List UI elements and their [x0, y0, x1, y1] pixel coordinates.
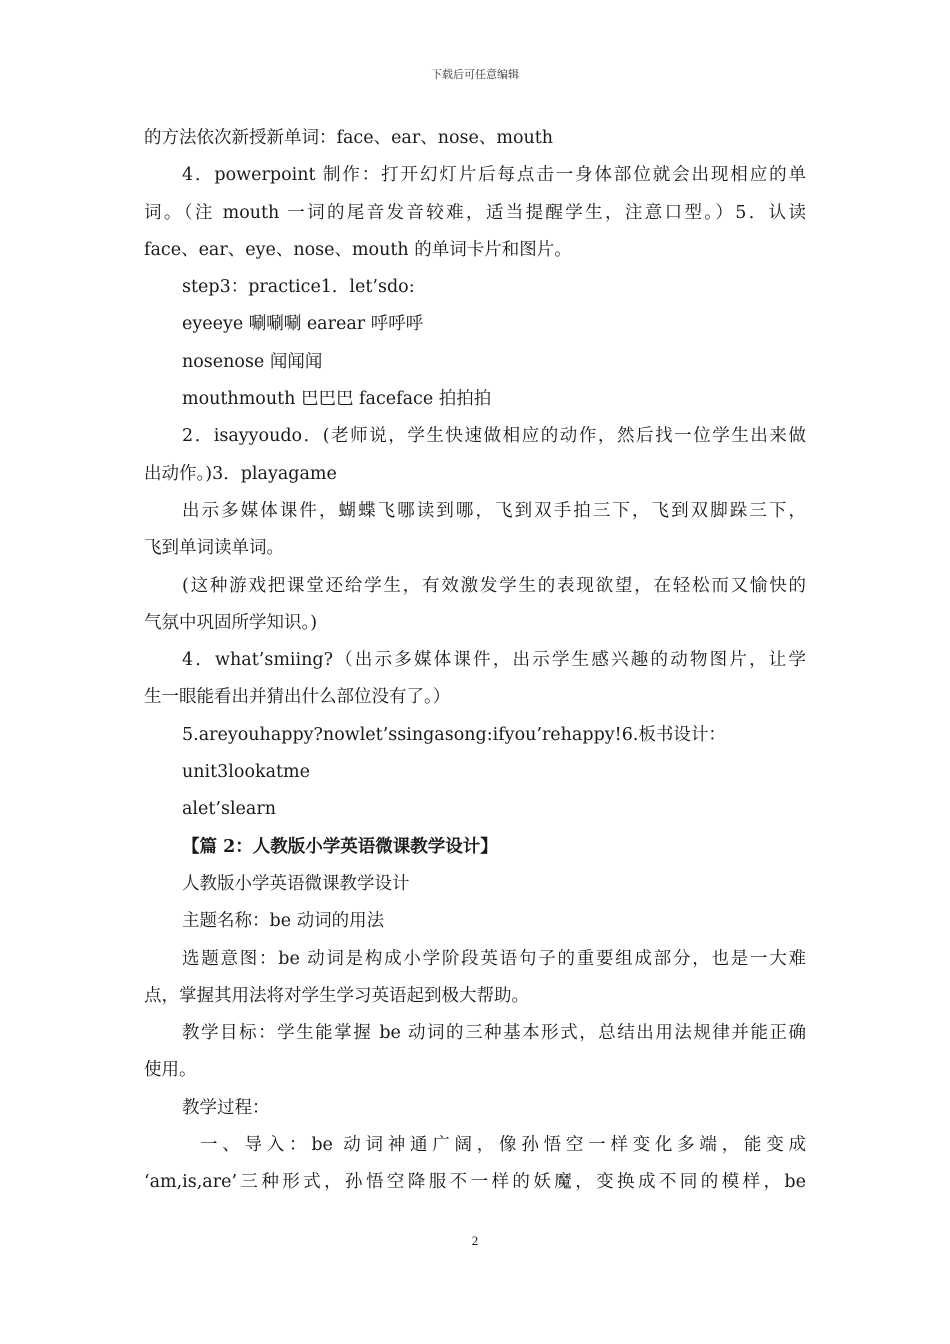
- document-body: [144, 120, 806, 1202]
- text-line: 4．what’smiing?（出示多媒体课件，出示学生感兴趣的动物图片，让学: [182, 650, 806, 671]
- section-heading: 【篇 2：人教版小学英语微课教学设计】: [182, 836, 498, 857]
- text-line: (这种游戏把课堂还给学生，有效激发学生的表现欲望，在轻松而又愉快的: [182, 575, 806, 596]
- page-number: 2: [471, 1233, 479, 1248]
- text-line: mouthmouth 巴巴巴 faceface 拍拍拍: [182, 389, 492, 410]
- text-line: 点，掌握其用法将对学生学习英语起到极大帮助。: [144, 985, 529, 1006]
- text-line: alet’slearn: [182, 799, 276, 820]
- text-line: 飞到单词读单词。: [144, 538, 284, 559]
- page-header: 下载后可任意编辑: [431, 68, 519, 81]
- text-line: 气氛中巩固所学知识。): [144, 612, 318, 633]
- text-line: step3：practice1．let’sdo:: [182, 277, 415, 298]
- text-line: 的方法依次新授新单词：face、ear、nose、mouth: [144, 128, 554, 148]
- text-line: face、ear、eye、nose、mouth 的单词卡片和图片。: [144, 239, 572, 260]
- text-line: 词。（注 mouth 一词的尾音发音较难，适当提醒学生，注意口型。）5．认读: [144, 202, 806, 223]
- text-line: 使用。: [144, 1060, 197, 1081]
- text-line: 2．isayyoudo．(老师说，学生快速做相应的动作，然后找一位学生出来做: [182, 426, 806, 447]
- text-line: 5.areyouhappy?nowlet’ssingasong:ifyou’rehappy!6.板书设计：: [182, 724, 726, 745]
- text-line: 出示多媒体课件，蝴蝶飞哪读到哪，飞到双手拍三下，飞到双脚跺三下，: [182, 500, 806, 521]
- text-line: eyeeye 唰唰唰 earear 呼呼呼: [182, 314, 424, 335]
- text-line: unit3lookatme: [182, 762, 310, 783]
- text-line: 4．powerpoint 制作：打开幻灯片后每点击一身体部位就会出现相应的单: [182, 165, 806, 186]
- text-line: 人教版小学英语微课教学设计: [182, 873, 410, 894]
- text-line: 教学目标：学生能掌握 be 动词的三种基本形式，总结出用法规律并能正确: [182, 1023, 806, 1044]
- text-line: 选题意图：be 动词是构成小学阶段英语句子的重要组成部分，也是一大难: [182, 948, 806, 969]
- text-line: 主题名称：be 动词的用法: [182, 911, 385, 932]
- text-line: 一、导入：be 动词神通广阔，像孙悟空一样变化多端，能变成: [200, 1135, 806, 1156]
- text-line: ‘am,is,are’三种形式，孙悟空降服不一样的妖魔，变换成不同的模样，be: [144, 1172, 806, 1193]
- text-line: 生一眼能看出并猜出什么部位没有了。）: [144, 687, 451, 708]
- text-line: nosenose 闻闻闻: [182, 351, 323, 372]
- text-line: 教学过程：: [182, 1097, 270, 1118]
- text-line: 出动作。)3．playagame: [144, 463, 337, 484]
